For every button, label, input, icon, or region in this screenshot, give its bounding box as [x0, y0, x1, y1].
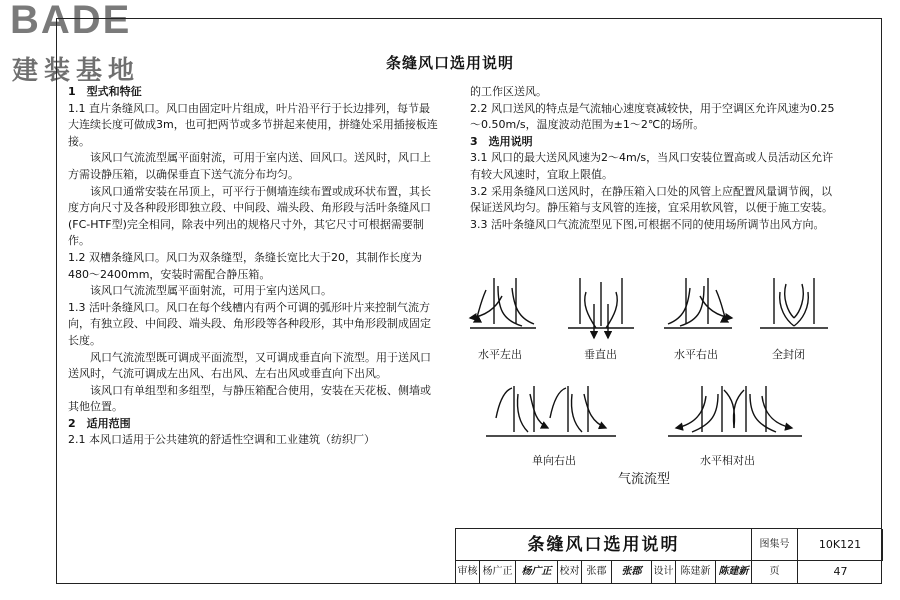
atlas-number: 10K121 [798, 529, 883, 561]
right-text-column [470, 84, 840, 233]
left-column-paragraph: 2 适用范围 [68, 416, 131, 430]
left-column-paragraph: 该风口通常安装在吊顶上，可平行于侧墙连续布置或成环状布置，其长度方向尺寸及各种段形即独立段、中间段、端头段、角形段与活叶条缝风口(FC-HTF型)完全相同，除表中列出的规格尺寸外，其它尺寸可根据需要制作。 [68, 184, 431, 248]
right-column-paragraph: 的工作区送风。 [470, 85, 547, 98]
check-label: 校对 [558, 561, 582, 583]
label-vertical: 垂直出 [584, 348, 617, 361]
right-column-paragraph: 3.2 采用条缝风口送风时，在静压箱入口处的风管上应配置风量调节阀，以保证送风均匀。静压箱与支风管的连接，宜采用软风管，以便于施工安装。 [470, 184, 833, 215]
right-column-paragraph: 3.1 风口的最大送风风速为2～4m/s，当风口安装位置高或人员活动区允许有较大风速时，宜取上限值。 [470, 151, 834, 181]
page-title: 条缝风口选用说明 [385, 54, 514, 72]
logo-subtitle: 建装基地 [12, 56, 141, 86]
diagram-vertical [568, 278, 634, 338]
page-label: 页 [752, 561, 798, 583]
design-label: 设计 [652, 561, 676, 583]
diagram-one-way-right [486, 386, 616, 436]
airflow-diagram-svg [456, 268, 846, 498]
right-column-paragraph: 3.3 活叶条缝风口气流流型见下图,可根据不同的使用场所调节出风方向。 [470, 217, 825, 231]
checker-signature: 张郡 [612, 561, 652, 583]
label-horizontal-left: 水平左出 [478, 348, 522, 361]
left-column-paragraph: 该风口气流流型属平面射流，可用于室内送风口。 [90, 284, 332, 298]
right-column-paragraph: 3 选用说明 [470, 134, 533, 148]
signature-row [456, 561, 883, 583]
left-column-paragraph: 1.1 直片条缝风口。风口由固定叶片组成，叶片沿平行于长边排列，每节最大连续长度可做成3m，也可把两节或多节拼起来使用，拼缝处采用插接板连接。 [68, 101, 438, 148]
diagram-horizontal-opposite [668, 386, 802, 436]
left-column-paragraph: 2.1 本风口适用于公共建筑的舒适性空调和工业建筑（纺织厂） [68, 433, 375, 447]
left-column-paragraph: 该风口有单组型和多组型，与静压箱配合使用，安装在天花板、侧墙或其他位置。 [68, 383, 431, 414]
left-column-paragraph: 1.2 双槽条缝风口。风口为双条缝型，条缝长宽比大于20，其制作长度为480～2400mm，安装时需配合静压箱。 [68, 250, 422, 281]
left-text-column [68, 84, 438, 449]
label-closed: 全封闭 [772, 348, 805, 361]
atlas-label: 图集号 [752, 529, 798, 561]
reviewer-name: 杨广正 [480, 561, 516, 583]
diagram-caption: 气流流型 [618, 472, 671, 487]
designer-name: 陈建新 [676, 561, 716, 583]
diagram-closed [760, 278, 828, 328]
right-column-paragraph: 2.2 风口送风的特点是气流轴心速度衰减较快，用于空调区允许风速为0.25～0.50m/s，温度波动范围为±1～2℃的场所。 [470, 101, 835, 132]
designer-signature: 陈建新 [716, 561, 752, 583]
left-column-paragraph: 风口气流流型既可调成平面流型，又可调成垂直向下流型。用于送风口送风时，气流可调成左出风、右出风、左右出风或垂直向下出风。 [68, 350, 431, 381]
diagram-horizontal-right [664, 278, 732, 328]
label-horizontal-opposite: 水平相对出 [700, 454, 755, 467]
logo-wordmark: BADE [10, 0, 132, 42]
reviewer-signature: 杨广正 [516, 561, 558, 583]
page-number: 47 [833, 565, 848, 578]
left-column-paragraph: 1 型式和特征 [68, 85, 142, 98]
checker-name: 张郡 [582, 561, 612, 583]
label-horizontal-right: 水平右出 [674, 348, 718, 361]
left-column-paragraph: 1.3 活叶条缝风口。风口在每个线槽内有两个可调的弧形叶片来控制气流方向，有独立段、中间段、端头段、角形段等各种段形，其中角形段制成固定长度。 [68, 300, 431, 347]
title-block [455, 528, 882, 584]
label-one-way-right: 单向右出 [532, 454, 576, 467]
left-column-paragraph: 该风口气流流型属平面射流，可用于室内送、回风口。送风时，风口上方需设静压箱，以确保垂直下送气流分布均匀。 [68, 151, 431, 181]
review-label: 审核 [456, 561, 480, 583]
title-block-title: 条缝风口选用说明 [456, 529, 752, 561]
airflow-diagrams [456, 268, 846, 498]
diagram-horizontal-left [470, 278, 536, 328]
